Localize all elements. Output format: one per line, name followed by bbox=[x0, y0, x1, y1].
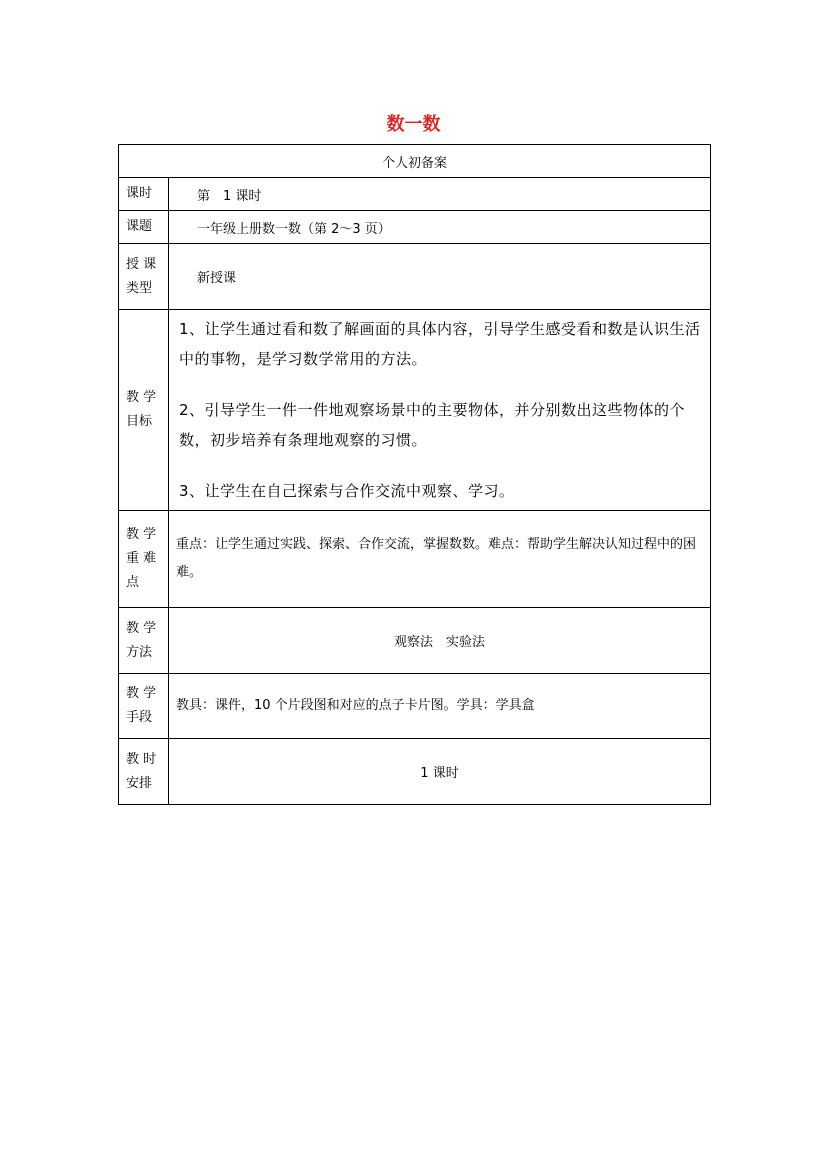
value-means: 教具：课件，10 个片段图和对应的点子卡片图。学具：学具盒 bbox=[169, 674, 711, 739]
table-header: 个人初备案 bbox=[119, 145, 711, 178]
row-schedule bbox=[119, 739, 711, 805]
label-objectives: 教 学 目标 bbox=[119, 310, 169, 511]
label-topic: 课题 bbox=[119, 211, 169, 244]
row-lesson-time bbox=[119, 178, 711, 211]
page-title: 数一数 bbox=[386, 114, 441, 135]
value-lesson-time: 第 1 课时 bbox=[169, 178, 711, 211]
value-lesson-type: 新授课 bbox=[169, 244, 711, 310]
lesson-plan-table bbox=[118, 144, 711, 805]
objective-item: 3、让学生在自己探索与合作交流中观察、学习。 bbox=[179, 482, 515, 500]
row-methods bbox=[119, 608, 711, 674]
label-methods: 教 学 方法 bbox=[119, 608, 169, 674]
value-topic: 一年级上册数一数（第 2～3 页） bbox=[169, 211, 711, 244]
row-key-points bbox=[119, 511, 711, 608]
value-schedule: 1 课时 bbox=[169, 739, 711, 805]
row-lesson-type bbox=[119, 244, 711, 310]
objective-item: 2、引导学生一件一件地观察场景中的主要物体，并分别数出这些物体的个数，初步培养有条理地观察的习惯。 bbox=[179, 401, 686, 449]
objective-item: 1、让学生通过看和数了解画面的具体内容，引导学生感受看和数是认识生活中的事物，是学习数学常用的方法。 bbox=[179, 320, 701, 368]
label-key-points: 教 学 重 难 点 bbox=[119, 511, 169, 608]
row-means bbox=[119, 674, 711, 739]
value-methods: 观察法 实验法 bbox=[169, 608, 711, 674]
row-objectives bbox=[119, 310, 711, 511]
value-key-points: 重点：让学生通过实践、探索、合作交流，掌握数数。难点：帮助学生解决认知过程中的困难。 bbox=[169, 511, 711, 608]
table-header-row bbox=[119, 145, 711, 178]
label-lesson-type: 授 课 类型 bbox=[119, 244, 169, 310]
label-schedule: 教 时 安排 bbox=[119, 739, 169, 805]
label-lesson-time: 课时 bbox=[119, 178, 169, 211]
value-objectives bbox=[169, 310, 711, 511]
label-means: 教 学 手段 bbox=[119, 674, 169, 739]
row-topic bbox=[119, 211, 711, 244]
